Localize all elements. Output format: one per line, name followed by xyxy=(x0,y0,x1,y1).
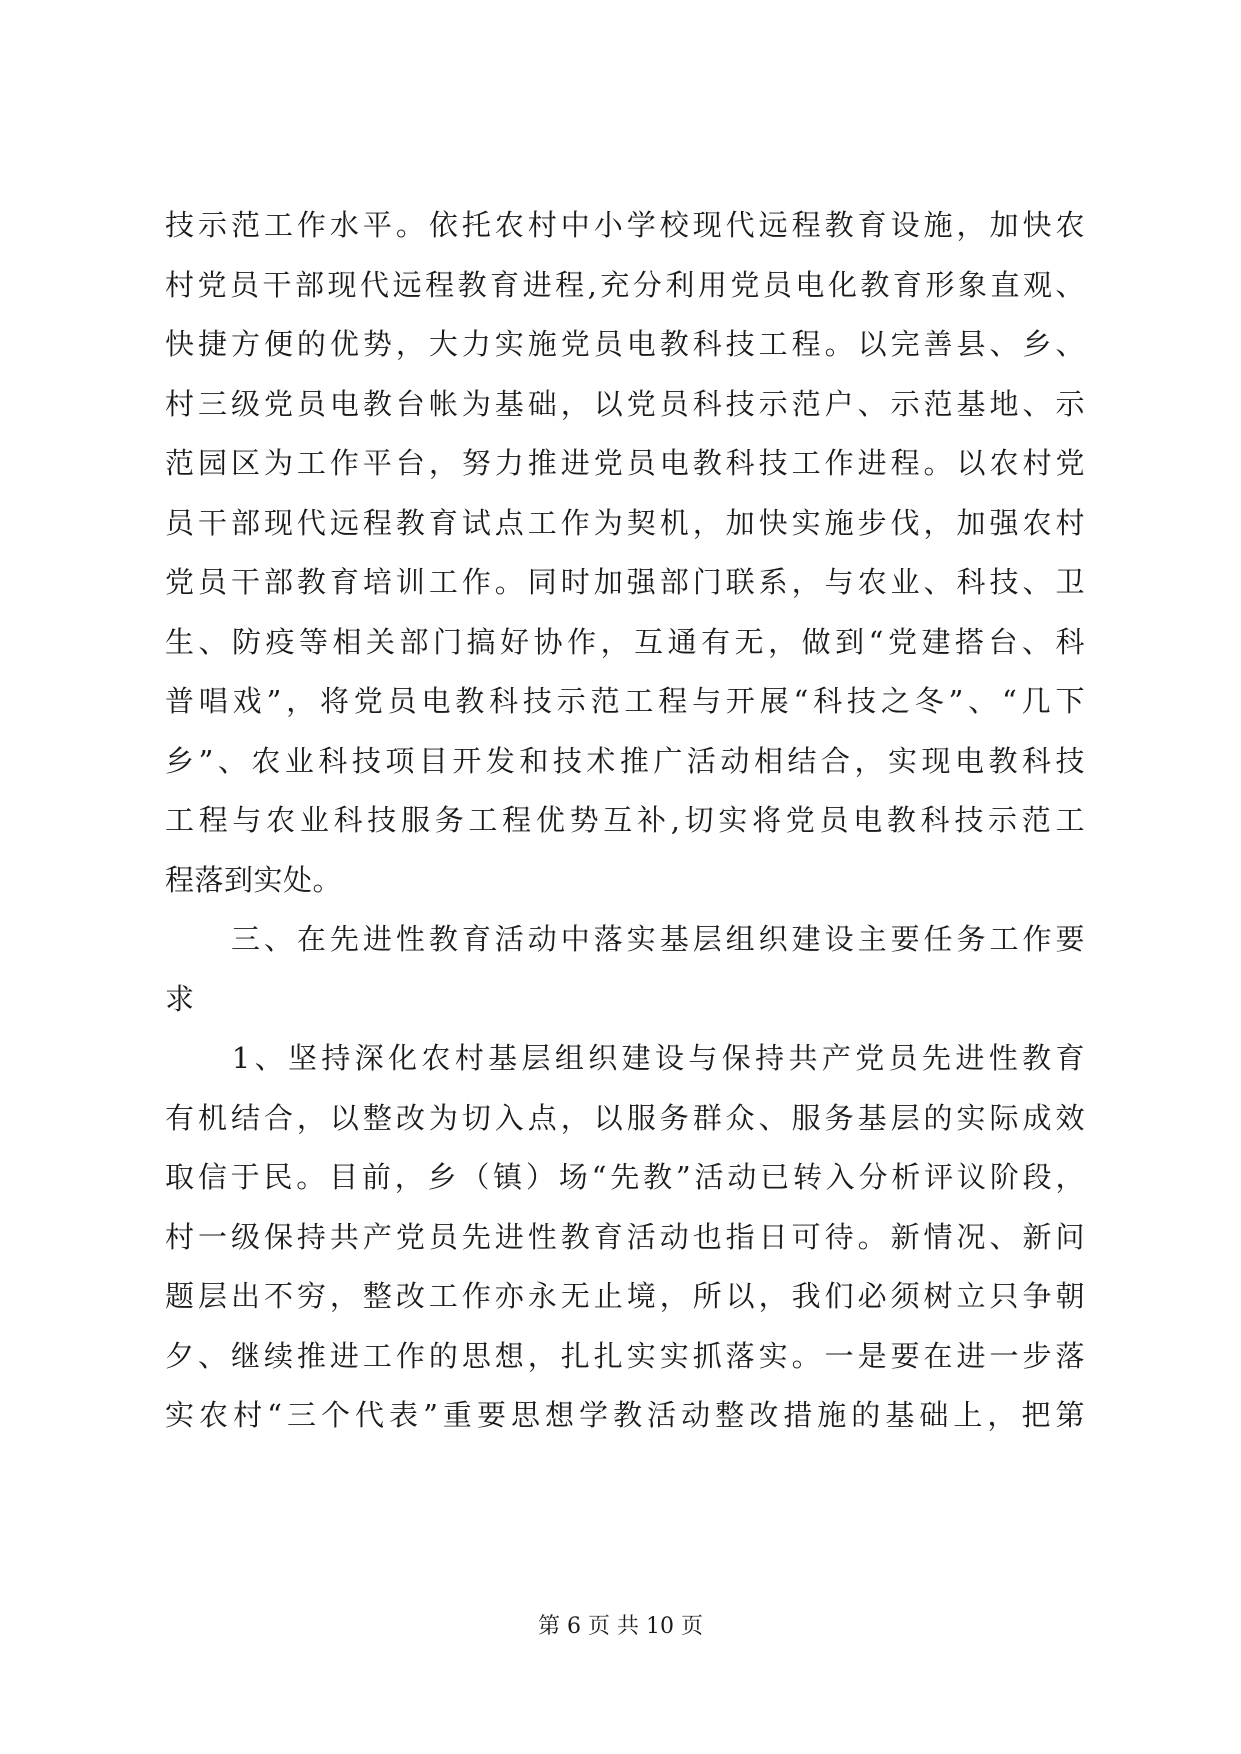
text-line: 范园区为工作平台，努力推进党员电教科技工作进程。以农村党 xyxy=(165,446,1085,480)
section-heading-line: 三、在先进性教育活动中落实基层组织建设主要任务工作要 xyxy=(165,922,1085,956)
section-heading-line: 求 xyxy=(165,981,195,1016)
text-line: 程落到实处。 xyxy=(165,862,343,897)
text-line: 题层出不穷，整改工作亦永无止境，所以，我们必须树立只争朝 xyxy=(165,1279,1085,1313)
text-line: 村一级保持共产党员先进性教育活动也指日可待。新情况、新问 xyxy=(165,1219,1085,1254)
text-line: 有机结合，以整改为切入点，以服务群众、服务基层的实际成效 xyxy=(165,1100,1085,1135)
text-line: 生、防疫等相关部门搞好协作，互通有无，做到“党建搭台、科 xyxy=(165,624,1085,659)
text-line: 村三级党员电教台帐为基础，以党员科技示范户、示范基地、示 xyxy=(165,386,1085,421)
text-line: 取信于民。目前，乡（镇）场“先教”活动已转入分析评议阶段， xyxy=(165,1160,1085,1194)
text-line: 实农村“三个代表”重要思想学教活动整改措施的基础上，把第 xyxy=(165,1398,1085,1432)
text-line: 1、坚持深化农村基层组织建设与保持共产党员先进性教育 xyxy=(165,1041,1085,1075)
text-line: 普唱戏”，将党员电教科技示范工程与开展“科技之冬”、“几下 xyxy=(165,684,1085,718)
text-line: 工程与农业科技服务工程优势互补,切实将党员电教科技示范工 xyxy=(165,803,1085,837)
text-line: 快捷方便的优势，大力实施党员电教科技工程。以完善县、乡、 xyxy=(165,327,1085,361)
page-number-footer: 第 6 页 共 10 页 xyxy=(538,1614,703,1639)
text-line: 夕、继续推进工作的思想，扎扎实实抓落实。一是要在进一步落 xyxy=(165,1338,1085,1373)
text-line: 村党员干部现代远程教育进程,充分利用党员电化教育形象直观、 xyxy=(165,267,1085,302)
body-text xyxy=(165,196,1085,1446)
text-line: 乡”、农业科技项目开发和技术推广活动相结合，实现电教科技 xyxy=(165,743,1085,778)
text-line: 技示范工作水平。依托农村中小学校现代远程教育设施，加快农 xyxy=(165,208,1085,242)
text-line: 党员干部教育培训工作。同时加强部门联系，与农业、科技、卫 xyxy=(165,565,1085,599)
text-line: 员干部现代远程教育试点工作为契机，加快实施步伐，加强农村 xyxy=(165,505,1085,540)
